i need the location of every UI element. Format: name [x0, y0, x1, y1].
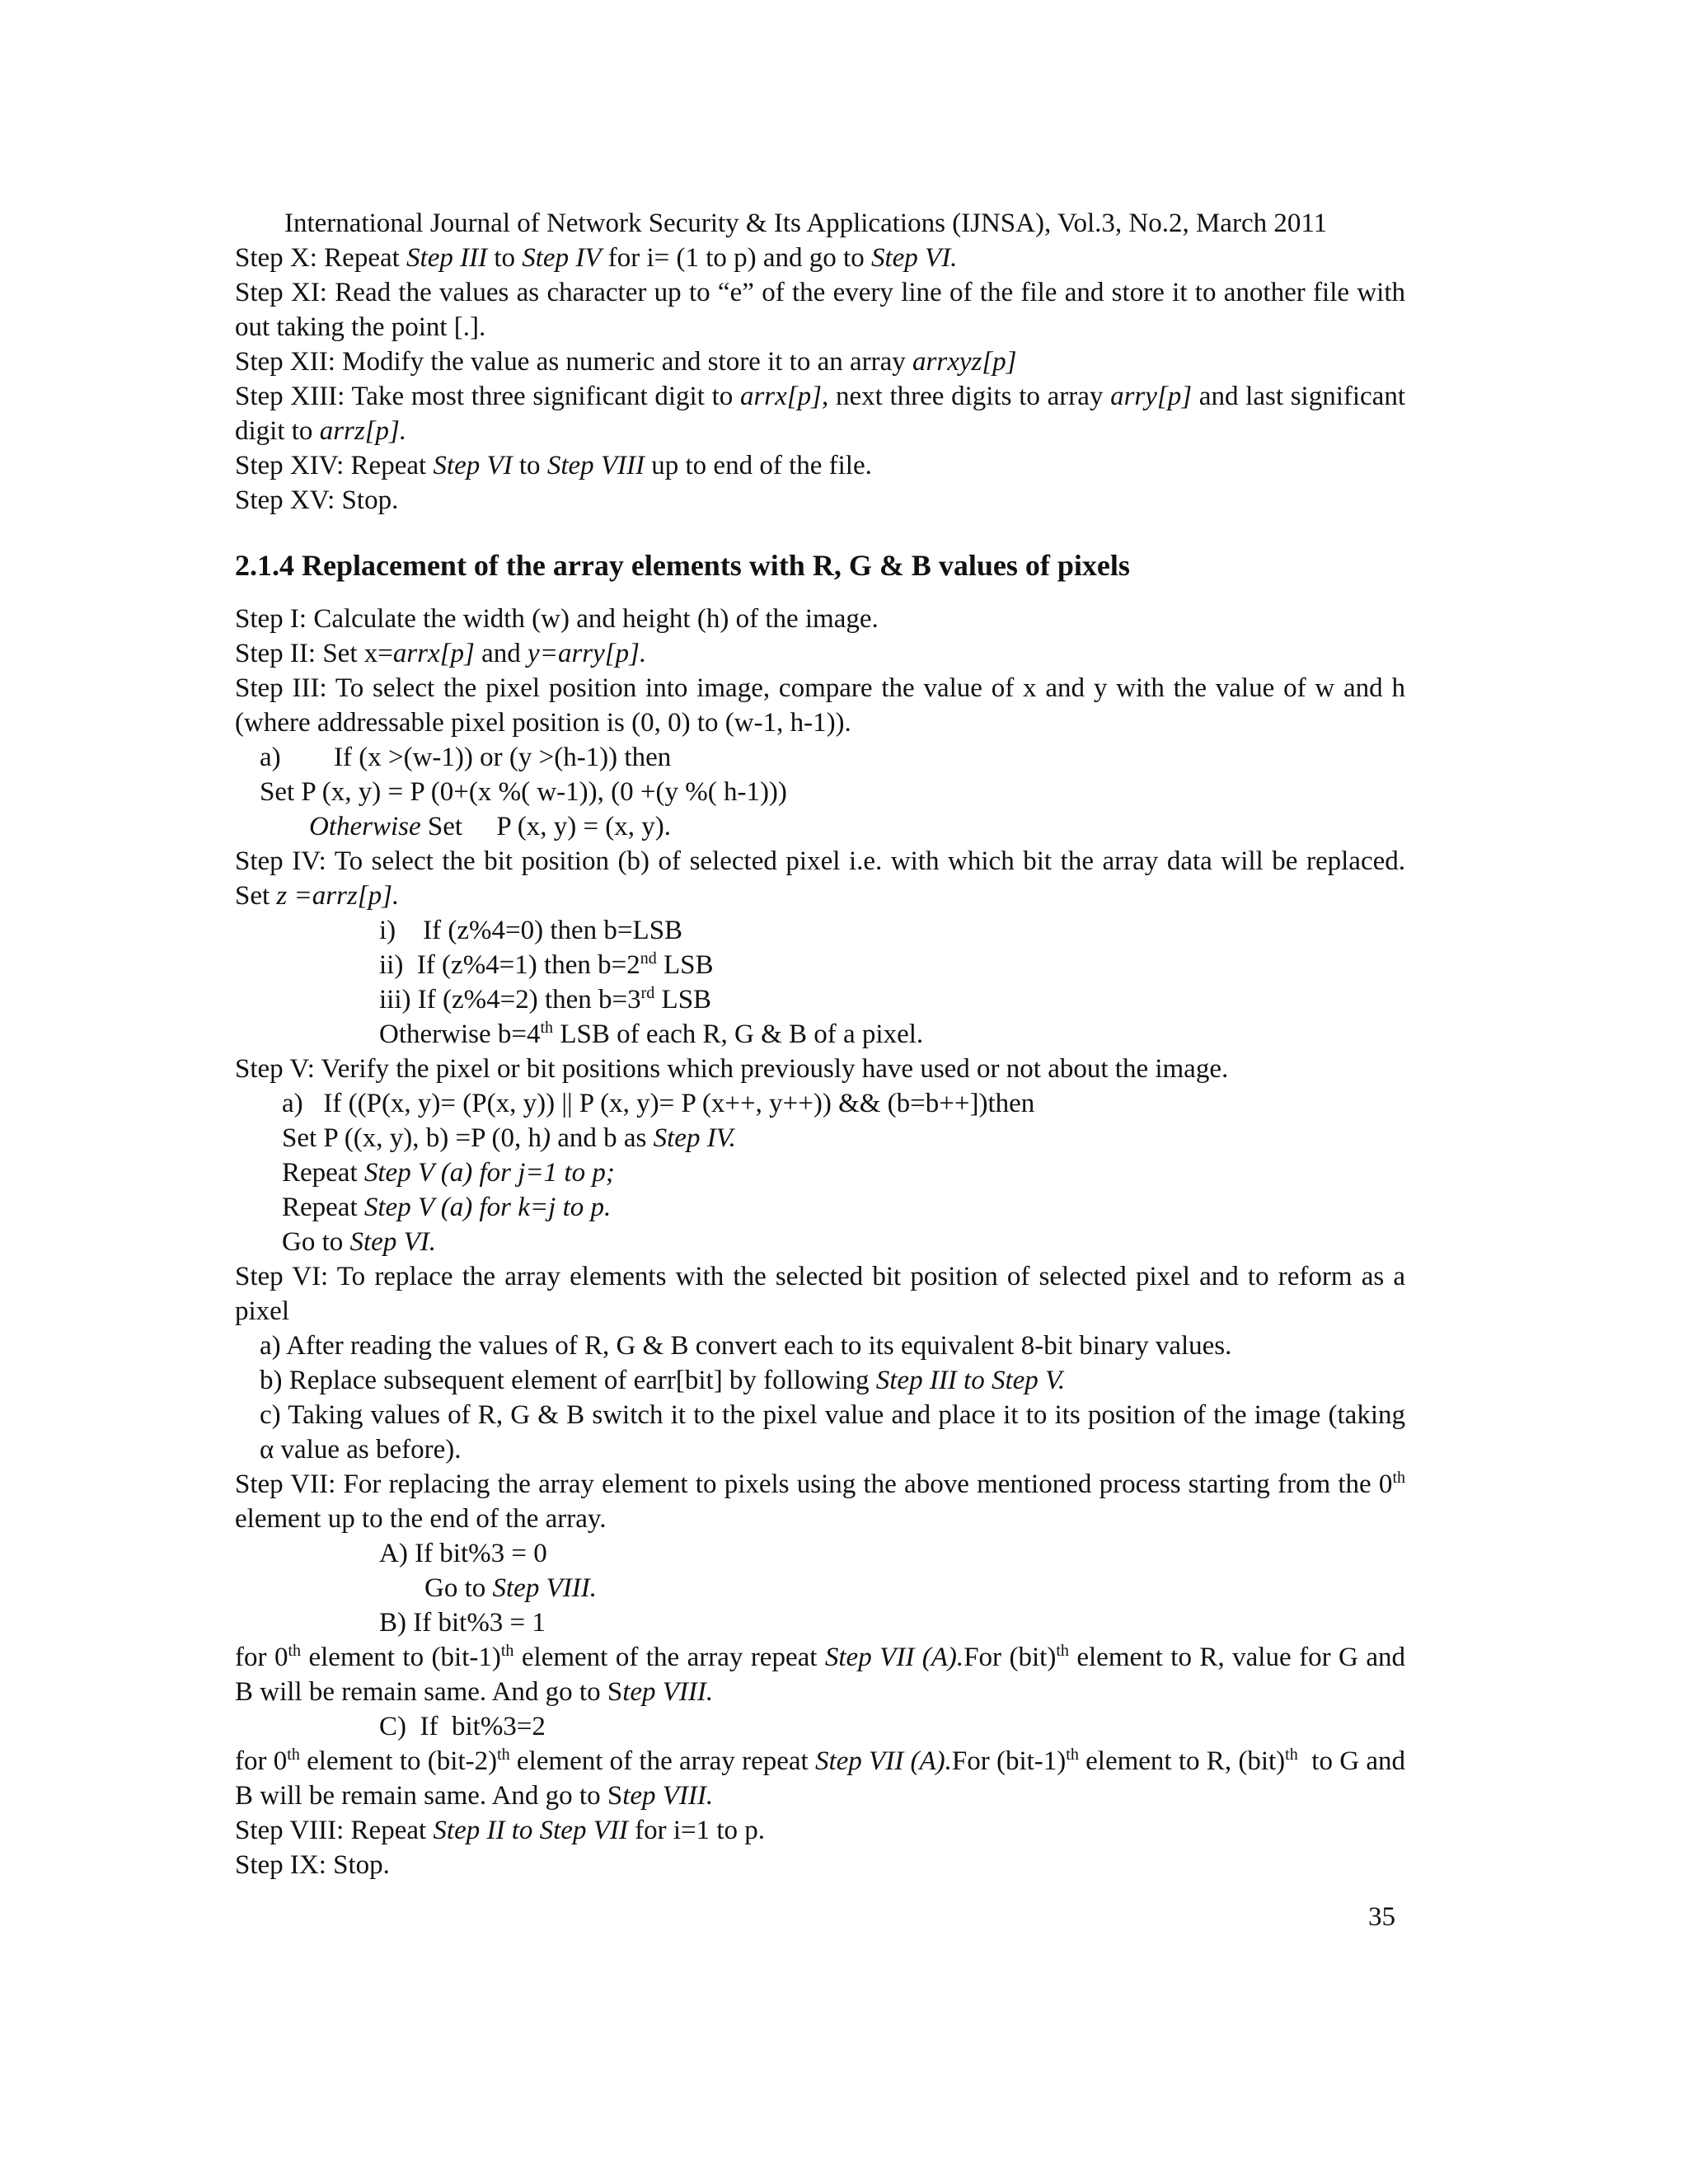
step-iii-a-otherwise [235, 809, 1405, 844]
step-viii [235, 1813, 1405, 1848]
text-span: for i= (1 to p) and go to [601, 243, 871, 273]
text-span: If (x >(w-1)) or (y >(h-1)) then [334, 743, 672, 772]
text-span: LSB [654, 985, 712, 1015]
text-span: arrx[p], [739, 382, 829, 411]
text-span: next three digits to array [828, 382, 1111, 411]
step-v: Step V: Verify the pixel or bit positions which previously have used or not about the image. [235, 1054, 1229, 1084]
text-span: b) Replace subsequent element of earr[bit] by following [260, 1366, 876, 1395]
text-span: Set P (x, y) = (x, y). [420, 812, 672, 841]
superscript: th [1056, 1642, 1069, 1660]
superscript: th [287, 1746, 300, 1764]
text-span: For (bit-1) [951, 1746, 1067, 1776]
text-span: for 0 [235, 1643, 288, 1672]
text-span: y=arry[p]. [528, 639, 647, 668]
text-span: Step XII: Modify the value as numeric and store it to an array [235, 347, 913, 377]
step-iv-ii [235, 948, 1405, 982]
step-vii-c: C) If bit%3=2 [379, 1712, 546, 1741]
superscript: nd [640, 949, 657, 968]
text-span: Repeat [282, 1193, 364, 1222]
text-span: for i=1 to p. [627, 1816, 766, 1845]
step-iv-iii [235, 982, 1405, 1017]
step-iii-a [235, 740, 1405, 775]
text-span: Step VII (A). [814, 1746, 952, 1776]
page-body [235, 241, 1413, 1882]
text-span: Step XIV: Repeat [235, 451, 434, 480]
text-span: Set P ((x, y), b) =P (0, h [282, 1123, 542, 1153]
step-v-a: a) If ((P(x, y)= (P(x, y)) || P (x, y)= P (x++, y++)) && (b=b++])then [282, 1089, 1035, 1118]
step-vii-c-body [235, 1744, 1413, 1813]
text-span: and [474, 639, 528, 668]
text-span: element up to the end of the array. [235, 1504, 607, 1534]
step-iii: Step III: To select the pixel position into image, compare the value of x and y with the value of w and h (where addressable pixel position is (0, 0) to (w-1, h-1)). [235, 673, 1405, 738]
step-v-goto [235, 1225, 1405, 1259]
step-iv-i: i) If (z%4=0) then b=LSB [379, 916, 683, 945]
text-span: LSB [656, 950, 714, 980]
text-span: Step IV. [653, 1123, 736, 1153]
text-span: ii) If (z%4=1) then b=2 [379, 950, 640, 980]
text-span: tep VIII. [622, 1781, 714, 1811]
text-span: z =arrz[p]. [276, 881, 400, 911]
text-span: Step IV [522, 243, 602, 273]
text-span: Step VI [433, 451, 513, 480]
list-label: a) [260, 743, 281, 772]
text-span: Repeat [282, 1158, 364, 1188]
step-vi-a: a) After reading the values of R, G & B convert each to its equivalent 8-bit binary values. [260, 1331, 1232, 1361]
step-v-repeat-2 [235, 1190, 1405, 1225]
text-span: and b as [550, 1123, 654, 1153]
text-span: to G and B will be remain same. And go to S [235, 1746, 1413, 1811]
step-iii-a-set: Set P (x, y) = P (0+(x %( w-1)), (0 +(y %( h-1))) [260, 777, 787, 807]
text-span: Step VI. [349, 1227, 436, 1257]
step-vii [235, 1467, 1405, 1536]
text-span: Step VIII [546, 451, 645, 480]
text-span: Step V (a) for k=j to p. [363, 1193, 612, 1222]
text-span: LSB of each R, G & B of a pixel. [553, 1019, 924, 1049]
text-span: to [512, 451, 547, 480]
superscript: th [288, 1642, 302, 1660]
text-span: element to (bit-2) [299, 1746, 498, 1776]
step-iv-otherwise [235, 1017, 1405, 1052]
text-span: Step VII (A). [824, 1643, 964, 1672]
superscript: th [1066, 1746, 1079, 1764]
step-v-repeat-1 [235, 1155, 1405, 1190]
text-span: Step VIII: Repeat [235, 1816, 434, 1845]
text-span: Step III to Step V. [875, 1366, 1066, 1395]
superscript: th [540, 1019, 554, 1037]
text-span: ) [541, 1123, 551, 1153]
text-span: Step II to Step VII [433, 1816, 628, 1845]
text-span: iii) If (z%4=2) then b=3 [379, 985, 641, 1015]
step-xv: Step XV: Stop. [235, 485, 399, 515]
step-vii-a-goto [235, 1571, 1405, 1605]
text-span: element to (bit-1) [301, 1643, 501, 1672]
text-span: Step V (a) for j=1 to p; [363, 1158, 615, 1188]
step-ix: Step IX: Stop. [235, 1850, 390, 1880]
text-span: Otherwise b=4 [379, 1019, 541, 1049]
text-span: Otherwise [309, 812, 421, 841]
text-span: arry[p] [1110, 382, 1193, 411]
text-span: arrx[p] [392, 639, 475, 668]
text-span: Go to [282, 1227, 350, 1257]
text-span: element of the array repeat [509, 1746, 815, 1776]
text-span: Step X: Repeat [235, 243, 407, 273]
step-xiii [235, 379, 1405, 448]
step-i: Step I: Calculate the width (w) and height (h) of the image. [235, 604, 879, 634]
text-span: Step II: Set x= [235, 639, 393, 668]
text-span: element to R, value for G and B will be remain same. And go to S [235, 1643, 1405, 1707]
text-span: arrxyz[p] [912, 347, 1017, 377]
running-header: International Journal of Network Security & Its Applications (IJNSA), Vol.3, No.2, March 2011 [284, 209, 1328, 238]
text-span: Go to [424, 1573, 493, 1603]
text-span: Step XIII: Take most three significant digit to [235, 382, 740, 411]
text-span: up to end of the file. [645, 451, 872, 480]
step-xii [235, 344, 1405, 379]
step-vi-b [235, 1363, 1405, 1398]
text-span: arrz[p]. [319, 416, 407, 446]
text-span: Step VIII. [492, 1573, 597, 1603]
text-span: tep VIII. [622, 1677, 714, 1707]
step-vii-a: A) If bit%3 = 0 [379, 1539, 547, 1568]
step-x [235, 241, 1405, 275]
step-xiv [235, 448, 1405, 483]
step-vi: Step VI: To replace the array elements with the selected bit position of selected pixel and to reform as a pixel [235, 1262, 1405, 1326]
step-v-set [235, 1121, 1405, 1155]
text-span: Step VII: For replacing the array element to pixels using the above mentioned process starting from the 0 [235, 1469, 1393, 1499]
page-number: 35 [1368, 1902, 1395, 1932]
text-span: element to R, (bit) [1078, 1746, 1286, 1776]
text-span: For (bit) [964, 1643, 1057, 1672]
text-span: element of the array repeat [513, 1643, 825, 1672]
superscript: rd [640, 984, 655, 1002]
text-span: and last significant digit to [235, 382, 1405, 446]
step-vi-c: c) Taking values of R, G & B switch it to the pixel value and place it to its position of the image (taking α value as before). [260, 1400, 1405, 1465]
step-ii [235, 636, 1405, 671]
superscript: th [497, 1746, 510, 1764]
step-vii-b-body [235, 1640, 1405, 1709]
superscript: th [500, 1642, 514, 1660]
step-iv [235, 844, 1405, 913]
text-span: Step VI. [870, 243, 958, 273]
text-span: for 0 [235, 1746, 288, 1776]
text-span: to [487, 243, 523, 273]
superscript: th [1285, 1746, 1298, 1764]
text-span: Step III [406, 243, 488, 273]
section-heading: 2.1.4 Replacement of the array elements with R, G & B values of pixels [235, 549, 1130, 582]
text-span: Step IV: To select the bit position (b) of selected pixel i.e. with which bit the array data will be replaced. Set [235, 846, 1405, 911]
step-vii-b: B) If bit%3 = 1 [379, 1608, 546, 1638]
step-xi: Step XI: Read the values as character up to “e” of the every line of the file and store it to another file with out taking the point [.]. [235, 278, 1405, 342]
superscript: th [1392, 1469, 1405, 1487]
